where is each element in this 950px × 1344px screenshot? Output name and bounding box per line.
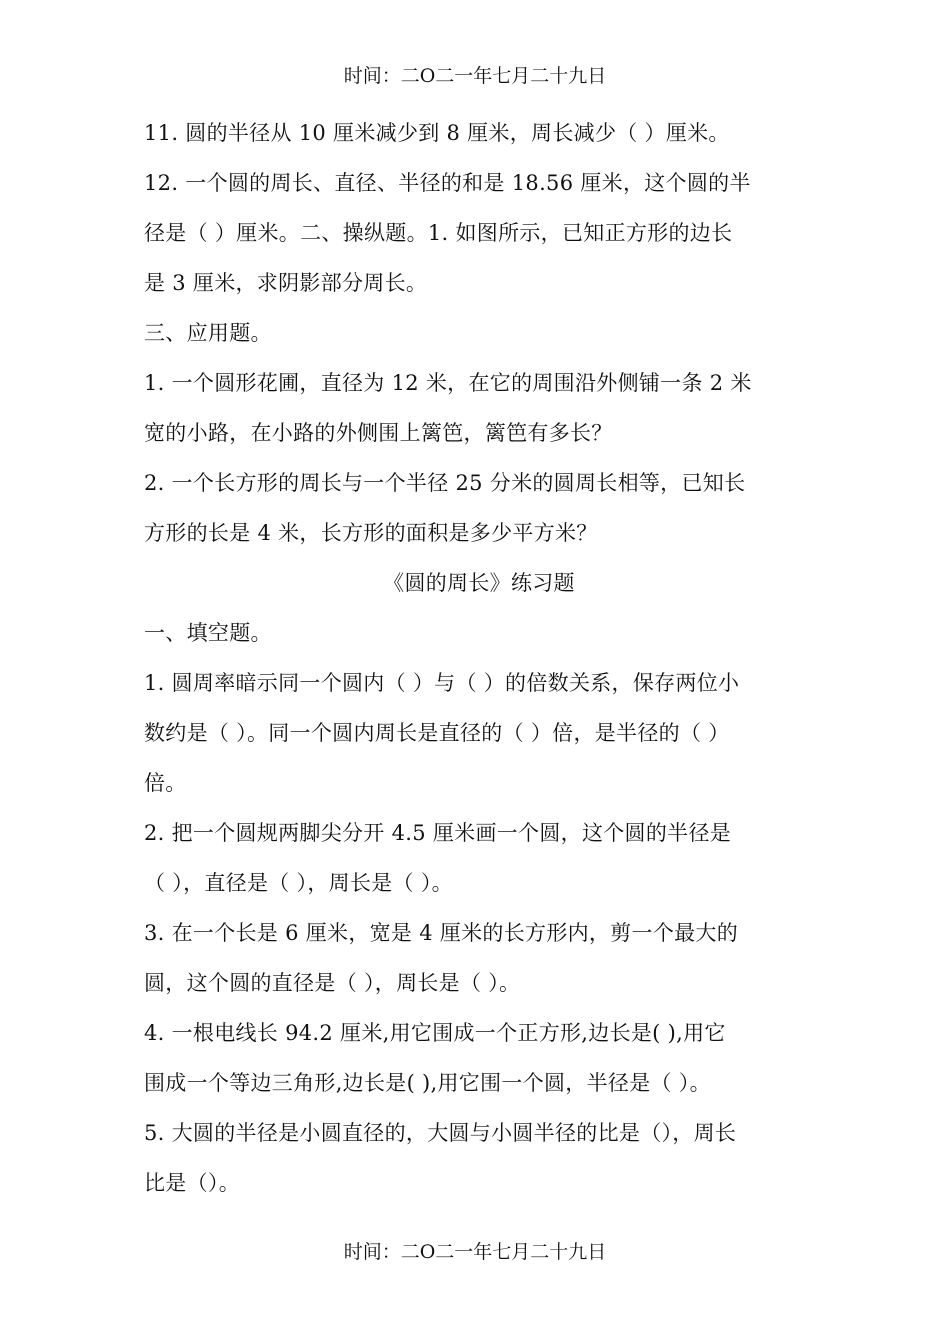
text-line: 倍。: [144, 771, 187, 795]
text-line: 数约是（ ）。同一个圆内周长是直径的（ ）倍，是半径的（ ）: [144, 721, 730, 745]
text-line: 11. 圆的半径从 10 厘米减少到 8 厘米，周长减少（ ）厘米。: [144, 121, 730, 145]
text-line: 是 3 厘米，求阴影部分周长。: [144, 271, 428, 295]
page-header: 时间：二O二一年七月二十九日: [343, 65, 607, 87]
text-line: 宽的小路，在小路的外侧围上篱笆，篱笆有多长？: [144, 421, 613, 445]
document-body: [144, 108, 814, 1208]
text-line: 圆，这个圆的直径是（ ），周长是（ ）。: [144, 971, 521, 995]
text-line: 2. 把一个圆规两脚尖分开 4.5 厘米画一个圆，这个圆的半径是: [144, 821, 732, 845]
text-line: 比是（）。: [144, 1171, 240, 1195]
text-line: 2. 一个长方形的周长与一个半径 25 分米的圆周长相等，已知长: [144, 471, 746, 495]
text-line: 方形的长是 4 米，长方形的面积是多少平方米？: [144, 521, 598, 545]
text-line: 1. 圆周率暗示同一个圆内（ ）与（ ）的倍数关系，保存两位小: [144, 671, 740, 695]
text-line: 5. 大圆的半径是小圆直径的，大圆与小圆半径的比是（），周长: [144, 1121, 737, 1145]
text-line: 径是（ ）厘米。二、操纵题。1. 如图所示，已知正方形的边长: [144, 221, 733, 245]
text-line: 4. 一根电线长 94.2 厘米,用它围成一个正方形,边长是( ),用它: [144, 1021, 726, 1045]
worksheet-title: 《圆的周长》练习题: [383, 571, 575, 595]
text-line: 围成一个等边三角形,边长是( ),用它围一个圆，半径是（ ）。: [144, 1071, 711, 1095]
section-heading: 一、填空题。: [144, 621, 272, 645]
text-line: 3. 在一个长是 6 厘米，宽是 4 厘米的长方形内，剪一个最大的: [144, 921, 739, 945]
page-footer: 时间：二O二一年七月二十九日: [343, 1241, 607, 1263]
text-line: 12. 一个圆的周长、直径、半径的和是 18.56 厘米，这个圆的半: [144, 171, 751, 195]
text-line: （ ），直径是（ ），周长是（ ）。: [144, 871, 453, 895]
section-heading: 三、应用题。: [144, 321, 272, 345]
text-line: 1. 一个圆形花圃，直径为 12 米，在它的周围沿外侧铺一条 2 米: [144, 371, 752, 395]
